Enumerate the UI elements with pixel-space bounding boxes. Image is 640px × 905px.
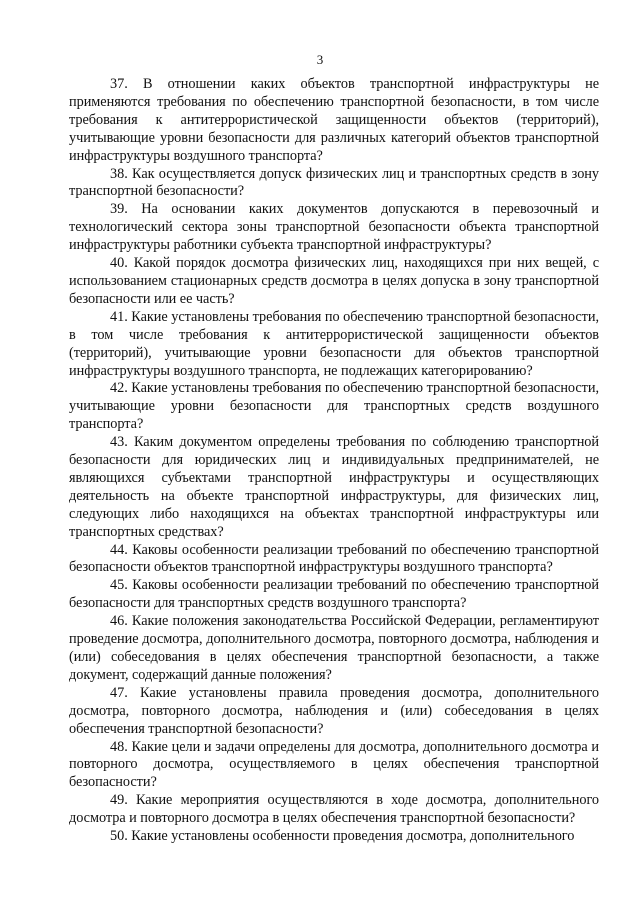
question-42: 42. Какие установлены требования по обеспечению транспортной безопасности, учитывающие уровни безопасности для транспортных средств воздушного транспорта? <box>69 380 599 433</box>
question-40: 40. Какой порядок досмотра физических лиц, находящихся при них вещей, с использованием стационарных средств досмотра в целях допуска в зону транспортной безопасности или ее часть? <box>69 255 599 307</box>
question-49: 49. Какие мероприятия осуществляются в ходе досмотра, дополнительного досмотра и повторного досмотра в целях обеспечения транспортной безопасности? <box>69 792 599 827</box>
question-38: 38. Как осуществляется допуск физических лиц и транспортных средств в зону транспортной безопасности? <box>69 165 599 200</box>
question-37: 37. В отношении каких объектов транспортной инфраструктуры не применяются требования по обеспечению транспортной безопасности, в том числе требования к антитеррористической защищенности объектов (территорий), учитывающие уровни безопасности для различных категорий объектов транспортной инфраструктуры воздушного транспорта? <box>69 76 599 164</box>
questions-list <box>69 76 599 846</box>
question-48: 48. Какие цели и задачи определены для досмотра, дополнительного досмотра и повторного досмотра, осуществляемого в целях обеспечения транспортной безопасности? <box>69 738 599 791</box>
question-45: 45. Каковы особенности реализации требований по обеспечению транспортной безопасности для транспортных средств воздушного транспорта? <box>69 577 599 612</box>
question-43: 43. Каким документом определены требования по соблюдению транспортной безопасности для юридических лиц и индивидуальных предпринимателей, не являющихся субъектами транспортной инфраструктуры и осуществляющих деятельность на объекте транспортной инфраструктуры, для физических лиц, следующих либо находящихся на объектах транспортной инфраструктуры или транспортных средствах? <box>69 434 599 540</box>
question-44: 44. Каковы особенности реализации требований по обеспечению транспортной безопасности объектов транспортной инфраструктуры воздушного транспорта? <box>69 541 599 576</box>
question-47: 47. Какие установлены правила проведения досмотра, дополнительного досмотра, повторного досмотра, наблюдения и (или) собеседования в целях обеспечения транспортной безопасности? <box>69 684 599 737</box>
question-50: 50. Какие установлены особенности проведения досмотра, дополнительного <box>110 828 575 845</box>
question-39: 39. На основании каких документов допускаются в перевозочный и технологический сектора зоны транспортной безопасности объекта транспортной инфраструктуры работники субъекта транспортной инфраструктуры? <box>69 201 599 254</box>
page-number: 3 <box>316 52 324 67</box>
question-46: 46. Какие положения законодательства Российской Федерации, регламентируют проведение досмотра, дополнительного досмотра, повторного досмотра, наблюдения и (или) собеседования в целях обеспечения транспортной безопасности, а также документ, содержащий данные положения? <box>69 613 599 683</box>
question-41: 41. Какие установлены требования по обеспечению транспортной безопасности, в том числе требования к антитеррористической защищенности объектов (территорий), учитывающие уровни безопасности для объектов транспортной инфраструктуры воздушного транспорта, не подлежащих категорированию? <box>69 308 599 379</box>
